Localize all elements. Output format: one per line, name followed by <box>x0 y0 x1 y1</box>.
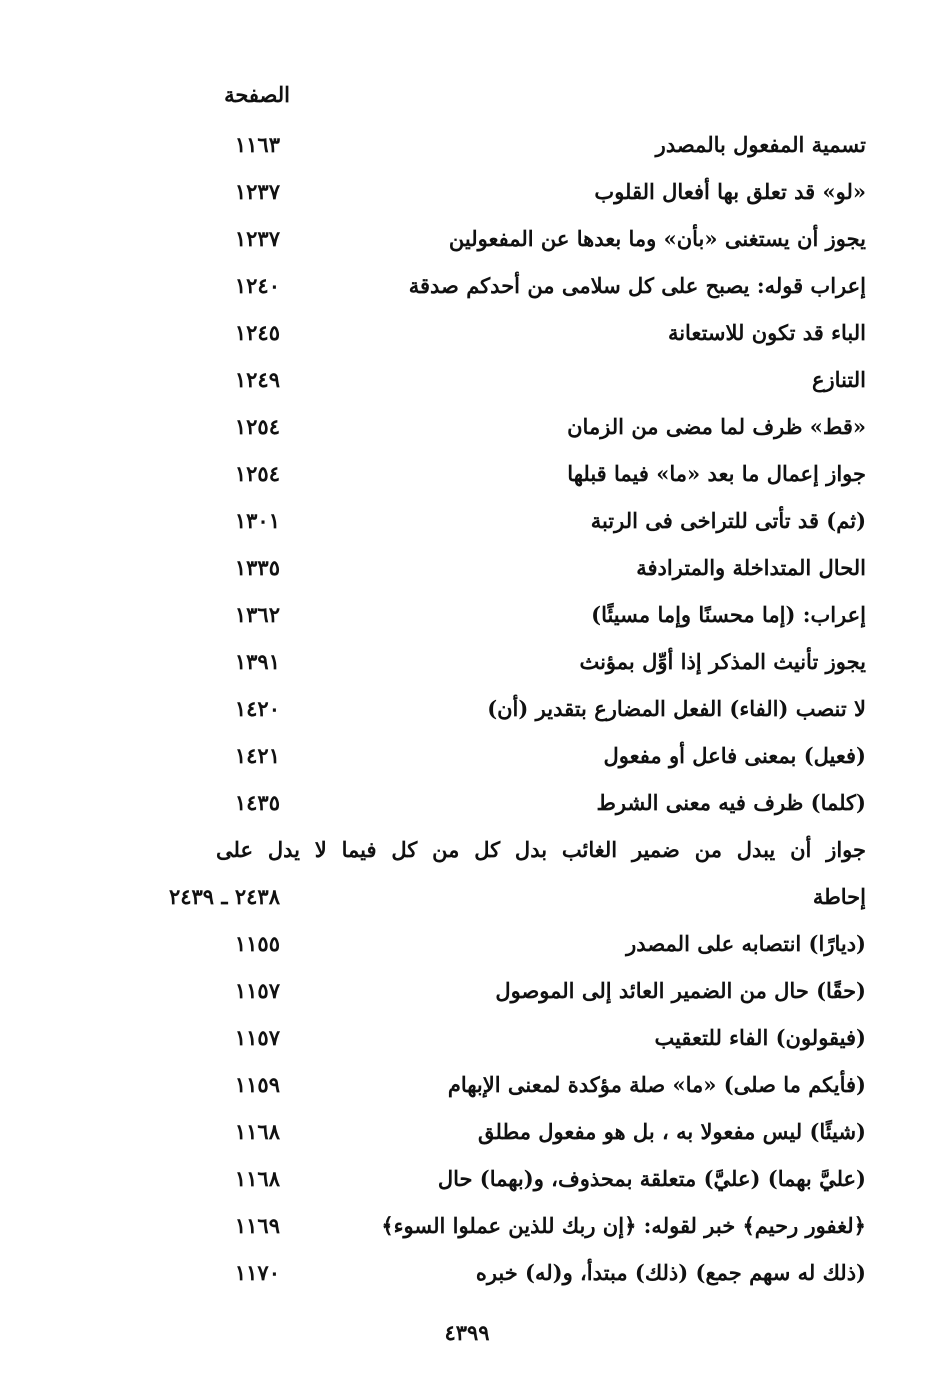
entry-page-number: ١١٥٥ <box>234 931 280 956</box>
index-entry <box>0 311 934 358</box>
index-entry <box>0 1157 934 1204</box>
index-entry <box>0 1016 934 1063</box>
entry-page-number: ١٢٣٧ <box>234 179 280 204</box>
index-entry <box>0 170 934 217</box>
entry-title: التنازع <box>812 367 866 392</box>
index-entry <box>0 687 934 734</box>
entry-page-number: ١١٦٩ <box>234 1213 280 1238</box>
entry-page-number: ١١٧٠ <box>234 1260 280 1285</box>
index-entry <box>0 1251 934 1298</box>
entry-page-number: ٢٤٣٨ ـ ٢٤٣٩ <box>168 884 280 909</box>
index-entry <box>0 734 934 781</box>
entry-title: (فأيكم ما صلى) «ما» صلة مؤكدة لمعنى الإبهام <box>447 1072 866 1097</box>
entry-title: جواز أن يبدل من ضمير الغائب بدل كل من كل فيما لا يدل على <box>216 837 866 862</box>
index-entry <box>0 828 934 875</box>
index-entry <box>0 499 934 546</box>
entry-title: (ثم) قد تأتى للتراخى فى الرتبة <box>590 508 866 533</box>
index-list <box>0 123 934 1298</box>
page-column-header: الصفحة <box>224 82 290 107</box>
entry-title: ﴿لغفور رحيم﴾ خبر لقوله: ﴿إن ربك للذين عملوا السوء﴾ <box>381 1213 866 1238</box>
entry-title: يجوز أن يستغنى «بأن» وما بعدها عن المفعولين <box>448 226 866 251</box>
index-entry <box>0 875 934 922</box>
entry-page-number: ١٢٣٧ <box>234 226 280 251</box>
index-entry <box>0 969 934 1016</box>
entry-title: (ديارًا) انتصابه على المصدر <box>626 931 866 956</box>
index-entry <box>0 781 934 828</box>
entry-page-number: ١٢٤٩ <box>234 367 280 392</box>
entry-page-number: ١٣٩١ <box>234 649 280 674</box>
entry-page-number: ١٤٢١ <box>234 743 280 768</box>
entry-page-number: ١٣٣٥ <box>234 555 280 580</box>
index-entry <box>0 1063 934 1110</box>
entry-title: (حقًا) حال من الضمير العائد إلى الموصول <box>495 978 866 1003</box>
index-entry <box>0 358 934 405</box>
index-entry <box>0 640 934 687</box>
index-entry <box>0 1110 934 1157</box>
index-entry <box>0 217 934 264</box>
entry-title: «قط» ظرف لما مضى من الزمان <box>567 414 866 439</box>
entry-title: إعراب: (إما محسنًا وإما مسيئًا) <box>591 602 866 627</box>
entry-page-number: ١٣٦٢ <box>234 602 280 627</box>
entry-title: جواز إعمال ما بعد «ما» فيما قبلها <box>567 461 866 486</box>
entry-title: إعراب قوله: يصبح على كل سلامى من أحدكم صدقة <box>408 273 866 298</box>
entry-title: (ذلك له سهم جمع) (ذلك) مبتدأ، و(له) خبره <box>475 1260 866 1285</box>
index-entry <box>0 123 934 170</box>
page-number: ٤٣٩٩ <box>444 1320 490 1345</box>
index-entry <box>0 452 934 499</box>
entry-title: تسمية المفعول بالمصدر <box>655 132 866 157</box>
entry-page-number: ١٢٤٠ <box>234 273 280 298</box>
index-entry <box>0 405 934 452</box>
entry-page-number: ١٢٥٤ <box>234 414 280 439</box>
entry-page-number: ١٢٥٤ <box>234 461 280 486</box>
entry-page-number: ١٤٣٥ <box>234 790 280 815</box>
entry-title: إحاطة <box>812 884 866 909</box>
entry-title: الباء قد تكون للاستعانة <box>667 320 866 345</box>
entry-page-number: ١١٦٣ <box>234 132 280 157</box>
entry-page-number: ١١٦٨ <box>234 1166 280 1191</box>
entry-page-number: ١٢٤٥ <box>234 320 280 345</box>
index-entry <box>0 1204 934 1251</box>
entry-page-number: ١١٥٩ <box>234 1072 280 1097</box>
entry-title: لا تنصب (الفاء) الفعل المضارع بتقدير (أن) <box>487 696 866 721</box>
index-entry <box>0 546 934 593</box>
entry-title: (شيئًا) ليس مفعولا به ، بل هو مفعول مطلق <box>478 1119 866 1144</box>
entry-page-number: ١١٥٧ <box>234 1025 280 1050</box>
entry-title: (فعيل) بمعنى فاعل أو مفعول <box>603 743 866 768</box>
index-entry <box>0 593 934 640</box>
entry-title: (عليَّ بهما) (عليَّ) متعلقة بمحذوف، و(بهما) حال <box>437 1166 866 1191</box>
entry-page-number: ١٣٠١ <box>234 508 280 533</box>
entry-title: الحال المتداخلة والمترادفة <box>636 555 866 580</box>
index-entry <box>0 264 934 311</box>
entry-page-number: ١٤٢٠ <box>234 696 280 721</box>
entry-page-number: ١١٥٧ <box>234 978 280 1003</box>
entry-page-number: ١١٦٨ <box>234 1119 280 1144</box>
entry-title: يجوز تأنيث المذكر إذا أوِّل بمؤنث <box>579 649 866 674</box>
entry-title: (كلما) ظرف فيه معنى الشرط <box>596 790 866 815</box>
entry-title: «لو» قد تعلق بها أفعال القلوب <box>594 179 866 204</box>
index-entry <box>0 922 934 969</box>
entry-title: (فيقولون) الفاء للتعقيب <box>654 1025 866 1050</box>
